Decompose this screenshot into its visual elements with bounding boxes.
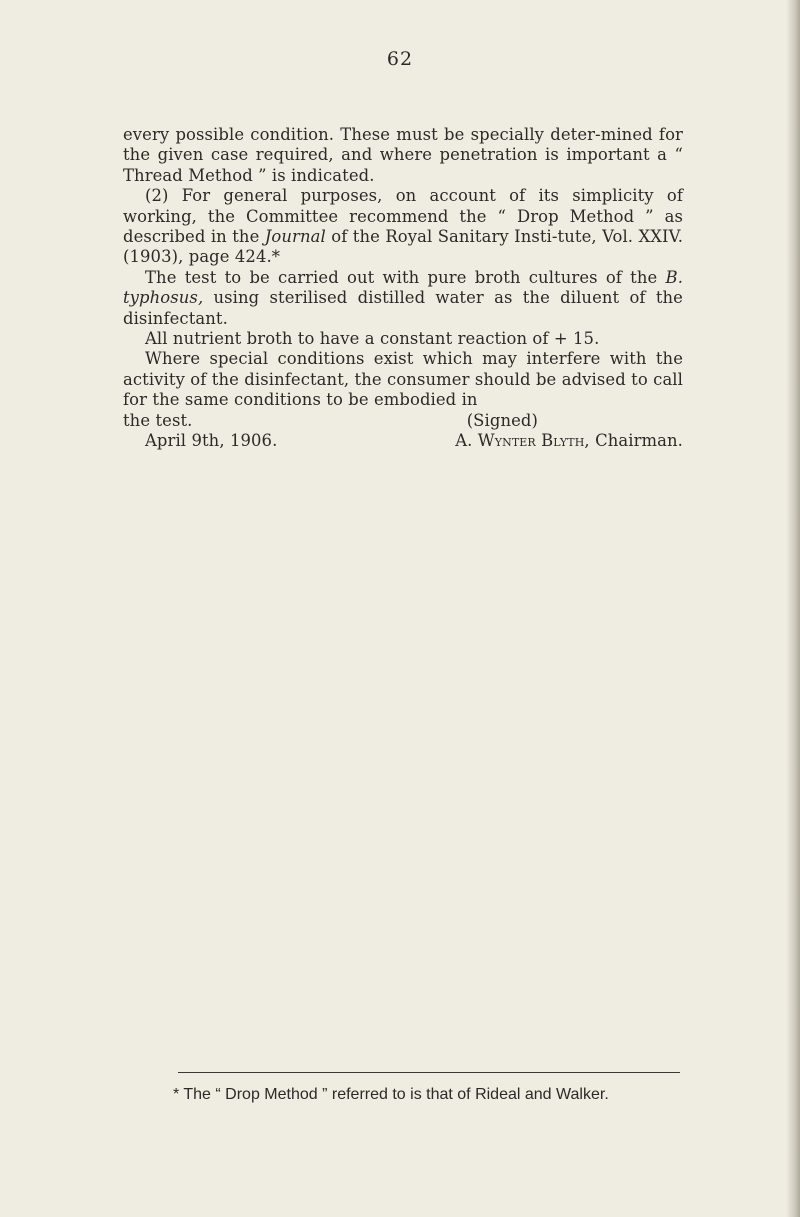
journal-title: Journal [264,227,326,247]
date-line [123,431,683,451]
footnote-divider [178,1072,680,1073]
signature [455,431,683,451]
body-text [123,125,683,452]
paragraph-2-start: (2) For general purposes, on account of its simplicity of working, the Committee recommend the “ Drop Method ” as described in the [123,186,683,247]
paragraph-1: every possible condition. These must be specially deter-mined for the given case required, and where penetration is important a “ Thread Method ” is indicated. [123,125,683,185]
page-edge-shadow [786,0,800,1217]
paragraph-2 [123,186,683,268]
paragraph-3 [123,268,683,329]
paragraph-3-start: The test to be carried out with pure broth cultures of the [145,267,658,287]
paragraph-5-last-line: the test. [123,410,193,430]
signed-label: (Signed) [466,410,538,430]
paragraph-3-end: using sterilised distilled water as the diluent of the disinfectant. [123,288,683,328]
signatory-name: Wynter Blyth, [477,431,590,451]
footnote: * The “ Drop Method ” referred to is that of Rideal and Walker. [173,1086,609,1103]
page-number: 62 [386,48,414,70]
paragraph-5: Where special conditions exist which may interfere with the activity of the disinfectant, the consumer should be advised to call for the same conditions to be embodied in [123,349,683,410]
paragraph-4: All nutrient broth to have a constant reaction of + 15. [145,329,600,349]
species-name: B. typhosus, [123,267,684,308]
paragraph-2-end: of the Royal Sanitary Insti-tute, Vol. XXIV. (1903), page 424.* [123,227,683,267]
signed-line [123,411,683,431]
signatory-initial: A. [455,431,473,451]
signatory-title: Chairman. [595,431,683,451]
date: April 9th, 1906. [145,431,278,451]
